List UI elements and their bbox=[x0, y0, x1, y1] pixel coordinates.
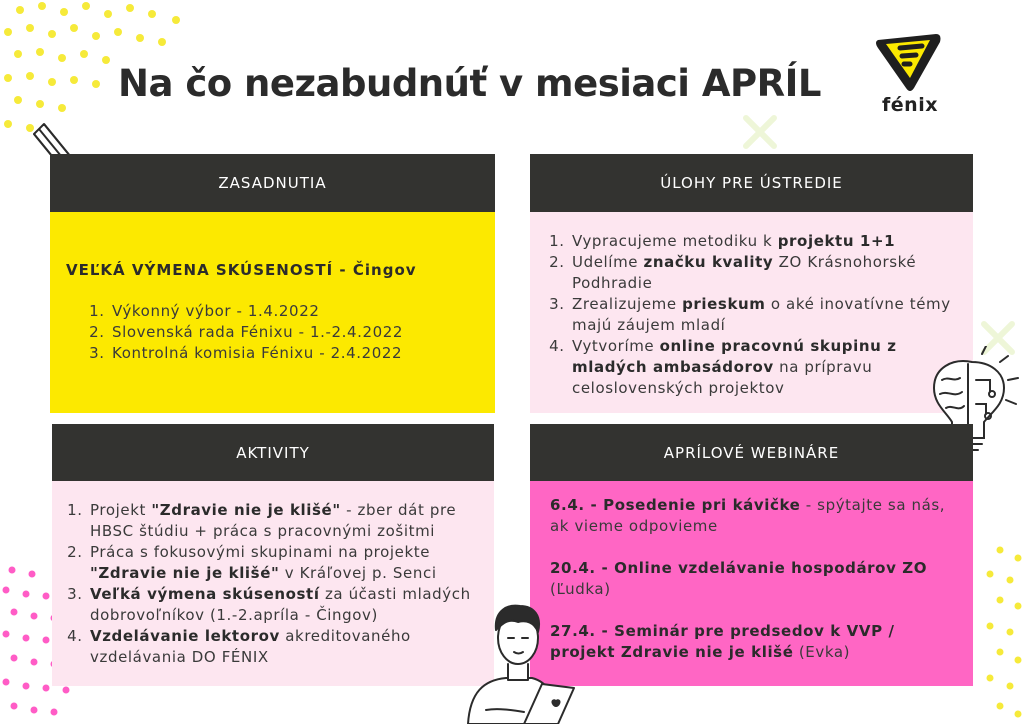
list-item: 1. Projekt "Zdravie nie je klišé" - zber dát pre HBSC štúdiu + práca s pracovnými zošitmi bbox=[88, 500, 484, 542]
list-item: 2. Práca s fokusovými skupinami na projekte "Zdravie nie je klišé" v Kráľovej p. Senci bbox=[88, 542, 484, 584]
list-item: 1. Vypracujeme metodiku k projektu 1+1 bbox=[570, 231, 959, 252]
list-item: 2. Udelíme značku kvality ZO Krásnohorské Podhradie bbox=[570, 252, 959, 294]
list-item: 4. Vzdelávanie lektorov akreditovaného vzdelávania DO FÉNIX bbox=[88, 626, 484, 668]
aktivity-list bbox=[60, 500, 484, 668]
card-aktivity bbox=[52, 481, 494, 686]
list-item: 4. Vytvoríme online pracovnú skupinu z mladých ambasádorov na prípravu celoslovenských projektov bbox=[570, 336, 959, 399]
webinar-item: 27.4. - Seminár pre predsedov k VVP / projekt Zdravie nie je klišé (Evka) bbox=[550, 622, 895, 661]
decorative-x-top bbox=[740, 112, 780, 152]
list-item: 3. Zrealizujeme prieskum o aké inovatívne témy majú záujem mladí bbox=[570, 294, 959, 336]
card-header-aktivity: AKTIVITY bbox=[52, 424, 494, 481]
list-item: 1. Výkonný výbor - 1.4.2022 bbox=[110, 301, 481, 322]
fenix-logo-icon bbox=[870, 30, 950, 94]
webinar-item: 6.4. - Posedenie pri kávičke - spýtajte sa nás, ak vieme odpovieme bbox=[550, 496, 946, 535]
card-header-ulohy: ÚLOHY PRE ÚSTREDIE bbox=[530, 154, 973, 212]
person-with-laptop-icon bbox=[458, 600, 578, 724]
logo-text: fénix bbox=[882, 94, 938, 116]
page-title: Na čo nezabudnúť v mesiaci APRÍL bbox=[118, 62, 821, 105]
webinar-item: 20.4. - Online vzdelávanie hospodárov ZO (Ľudka) bbox=[550, 559, 928, 598]
zasadnutia-lead: VEĽKÁ VÝMENA SKÚSENOSTÍ - Čingov bbox=[66, 261, 417, 279]
list-item: 3. Kontrolná komisia Fénixu - 2.4.2022 bbox=[110, 343, 481, 364]
fenix-logo bbox=[870, 30, 950, 125]
card-header-webinare: APRÍLOVÉ WEBINÁRE bbox=[530, 424, 973, 481]
list-item: 3. Veľká výmena skúseností za účasti mladých dobrovoľníkov (1.-2.apríla - Čingov) bbox=[88, 584, 484, 626]
card-webinare bbox=[530, 481, 973, 686]
card-zasadnutia bbox=[50, 212, 495, 413]
card-ulohy bbox=[530, 212, 973, 413]
card-header-zasadnutia: ZASADNUTIA bbox=[50, 154, 495, 212]
list-item: 2. Slovenská rada Fénixu - 1.-2.4.2022 bbox=[110, 322, 481, 343]
ulohy-list bbox=[542, 231, 959, 399]
zasadnutia-list bbox=[66, 301, 481, 364]
